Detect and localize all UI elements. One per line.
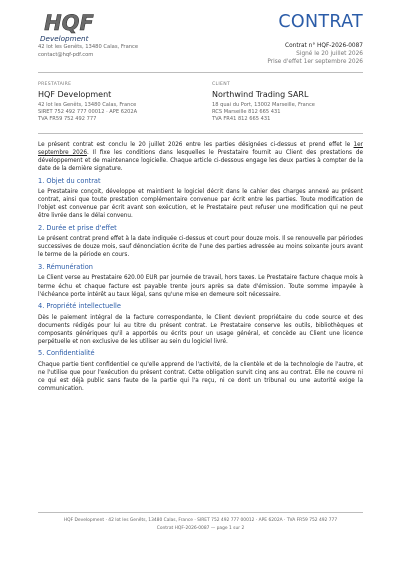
party-tva: TVA FR41 812 665 431 <box>212 116 271 122</box>
party-details <box>38 102 198 123</box>
party-address: 42 lot les Genêts, 13480 Calas, France <box>38 102 137 108</box>
sender-address: 42 lot les Genêts, 13480 Calas, France <box>38 44 139 50</box>
party-tva: TVA FR59 752 492 777 <box>38 116 97 122</box>
section-text: Dès le paiement intégral de la facture correspondante, le Client devient propriétaire du code source et des documents rédigés pour lui au titre du présent contrat. Le Prestataire conserve les outils, bibliothèques et composants génériques qu'il a apportés ou écrits pour un usage général, et concède au Client une licence perpétuelle et non exclusive de les utiliser au sein du logiciel livré. <box>38 314 363 345</box>
page-footer <box>38 517 363 532</box>
section-text: Le Prestataire conçoit, développe et maintient le logiciel décrit dans le cahier des charges annexé au présent contrat, ainsi que toute prestation complémentaire convenue par écrit entre les parties. Toute modification de l'objet est convenue par écrit avant son exécution, et le Prestataire peut refuser une modification qui ne peut être livrée dans le délai convenu. <box>38 189 363 220</box>
section-text: Chaque partie tient confidentiel ce qu'elle apprend de l'activité, de la clientèle et de la technologie de l'autre, et ne l'utilise que pour l'exécution du présent contrat. Cette obligation survit cinq ans au contrat. Elle ne couvre ni ce qui est déjà public sans faute de la partie qui l'a reçu, ni ce dont un tribunal ou une autorité exige la communication. <box>38 361 363 392</box>
contract-body <box>38 141 363 393</box>
intro-paragraph: Le présent contrat est conclu le 20 juillet 2026 entre les parties désignées ci-dessus et prend effet le 1er septembre 2026. Il fixe les conditions dans lesquelles le Prestataire fournit au Client des prestations de développement et de maintenance logicielle. Chaque article ci-dessous engage les deux parties à compter de la date de la dernière signature. <box>38 142 363 173</box>
party-rcs: RCS Marseille 812 665 431 <box>212 109 281 115</box>
party-label: CLIENT <box>212 82 231 87</box>
party-client <box>212 82 372 123</box>
signed-date: Signé le 20 juillet 2026 <box>296 51 363 57</box>
parties-divider <box>38 133 363 134</box>
section-heading: 3. Rémunération <box>38 263 93 272</box>
section-heading: 1. Objet du contrat <box>38 176 101 185</box>
party-siret: SIRET 752 492 777 00012 · APE 6202A <box>38 109 138 115</box>
footer-divider <box>38 512 363 513</box>
document-meta <box>267 42 363 66</box>
party-name: HQF Development <box>38 90 112 99</box>
logo-subtitle: Development <box>40 34 89 43</box>
document-title: CONTRAT <box>278 12 363 32</box>
section-heading: 2. Durée et prise d'effet <box>38 223 117 232</box>
header-divider <box>38 72 363 73</box>
footer-page-number: Contrat HQF-2026-0087 — page 1 sur 2 <box>156 525 245 531</box>
contract-number: Contrat n° HQF-2026-0087 <box>285 43 363 49</box>
sender-contact <box>38 44 138 59</box>
section-heading: 4. Propriété intellectuelle <box>38 302 121 311</box>
party-label: PRESTATAIRE <box>38 82 72 87</box>
sender-email: contact@hqf-pdf.com <box>38 51 94 58</box>
party-name: Northwind Trading SARL <box>212 90 309 99</box>
section-heading: 5. Confidentialité <box>38 349 95 358</box>
effective-date: Prise d'effet 1er septembre 2026 <box>267 59 363 65</box>
party-prestataire <box>38 82 198 123</box>
underlined-effective-date: 1er septembre 2026 <box>38 142 363 157</box>
logo-text: HQF <box>44 11 94 35</box>
section-text: Le Client verse au Prestataire 620.00 EUR par journée de travail, hors taxes. Le Prestataire facture chaque mois à terme échu et chaque facture est payable trente jours après sa date d'émission. Toute somme impayée à l'échéance porte intérêt au taux légal, sans qu'une mise en demeure soit nécessaire. <box>38 275 363 298</box>
company-logo <box>38 10 100 43</box>
party-details <box>212 102 372 123</box>
section-text: Le présent contrat prend effet à la date indiquée ci-dessus et court pour douze mois. Il se renouvelle par périodes successives de douze mois, sauf dénonciation écrite de l'une des parties adressée au moins soixante jours avant le terme de la période en cours. <box>38 236 363 259</box>
party-address: 18 quai du Port, 13002 Marseille, France <box>212 102 315 108</box>
footer-company-line: HQF Development · 42 lot les Genêts, 13480 Calas, France · SIRET 752 492 777 00012 · APE 6202A · TVA FR59 752 492 777 <box>63 518 338 523</box>
